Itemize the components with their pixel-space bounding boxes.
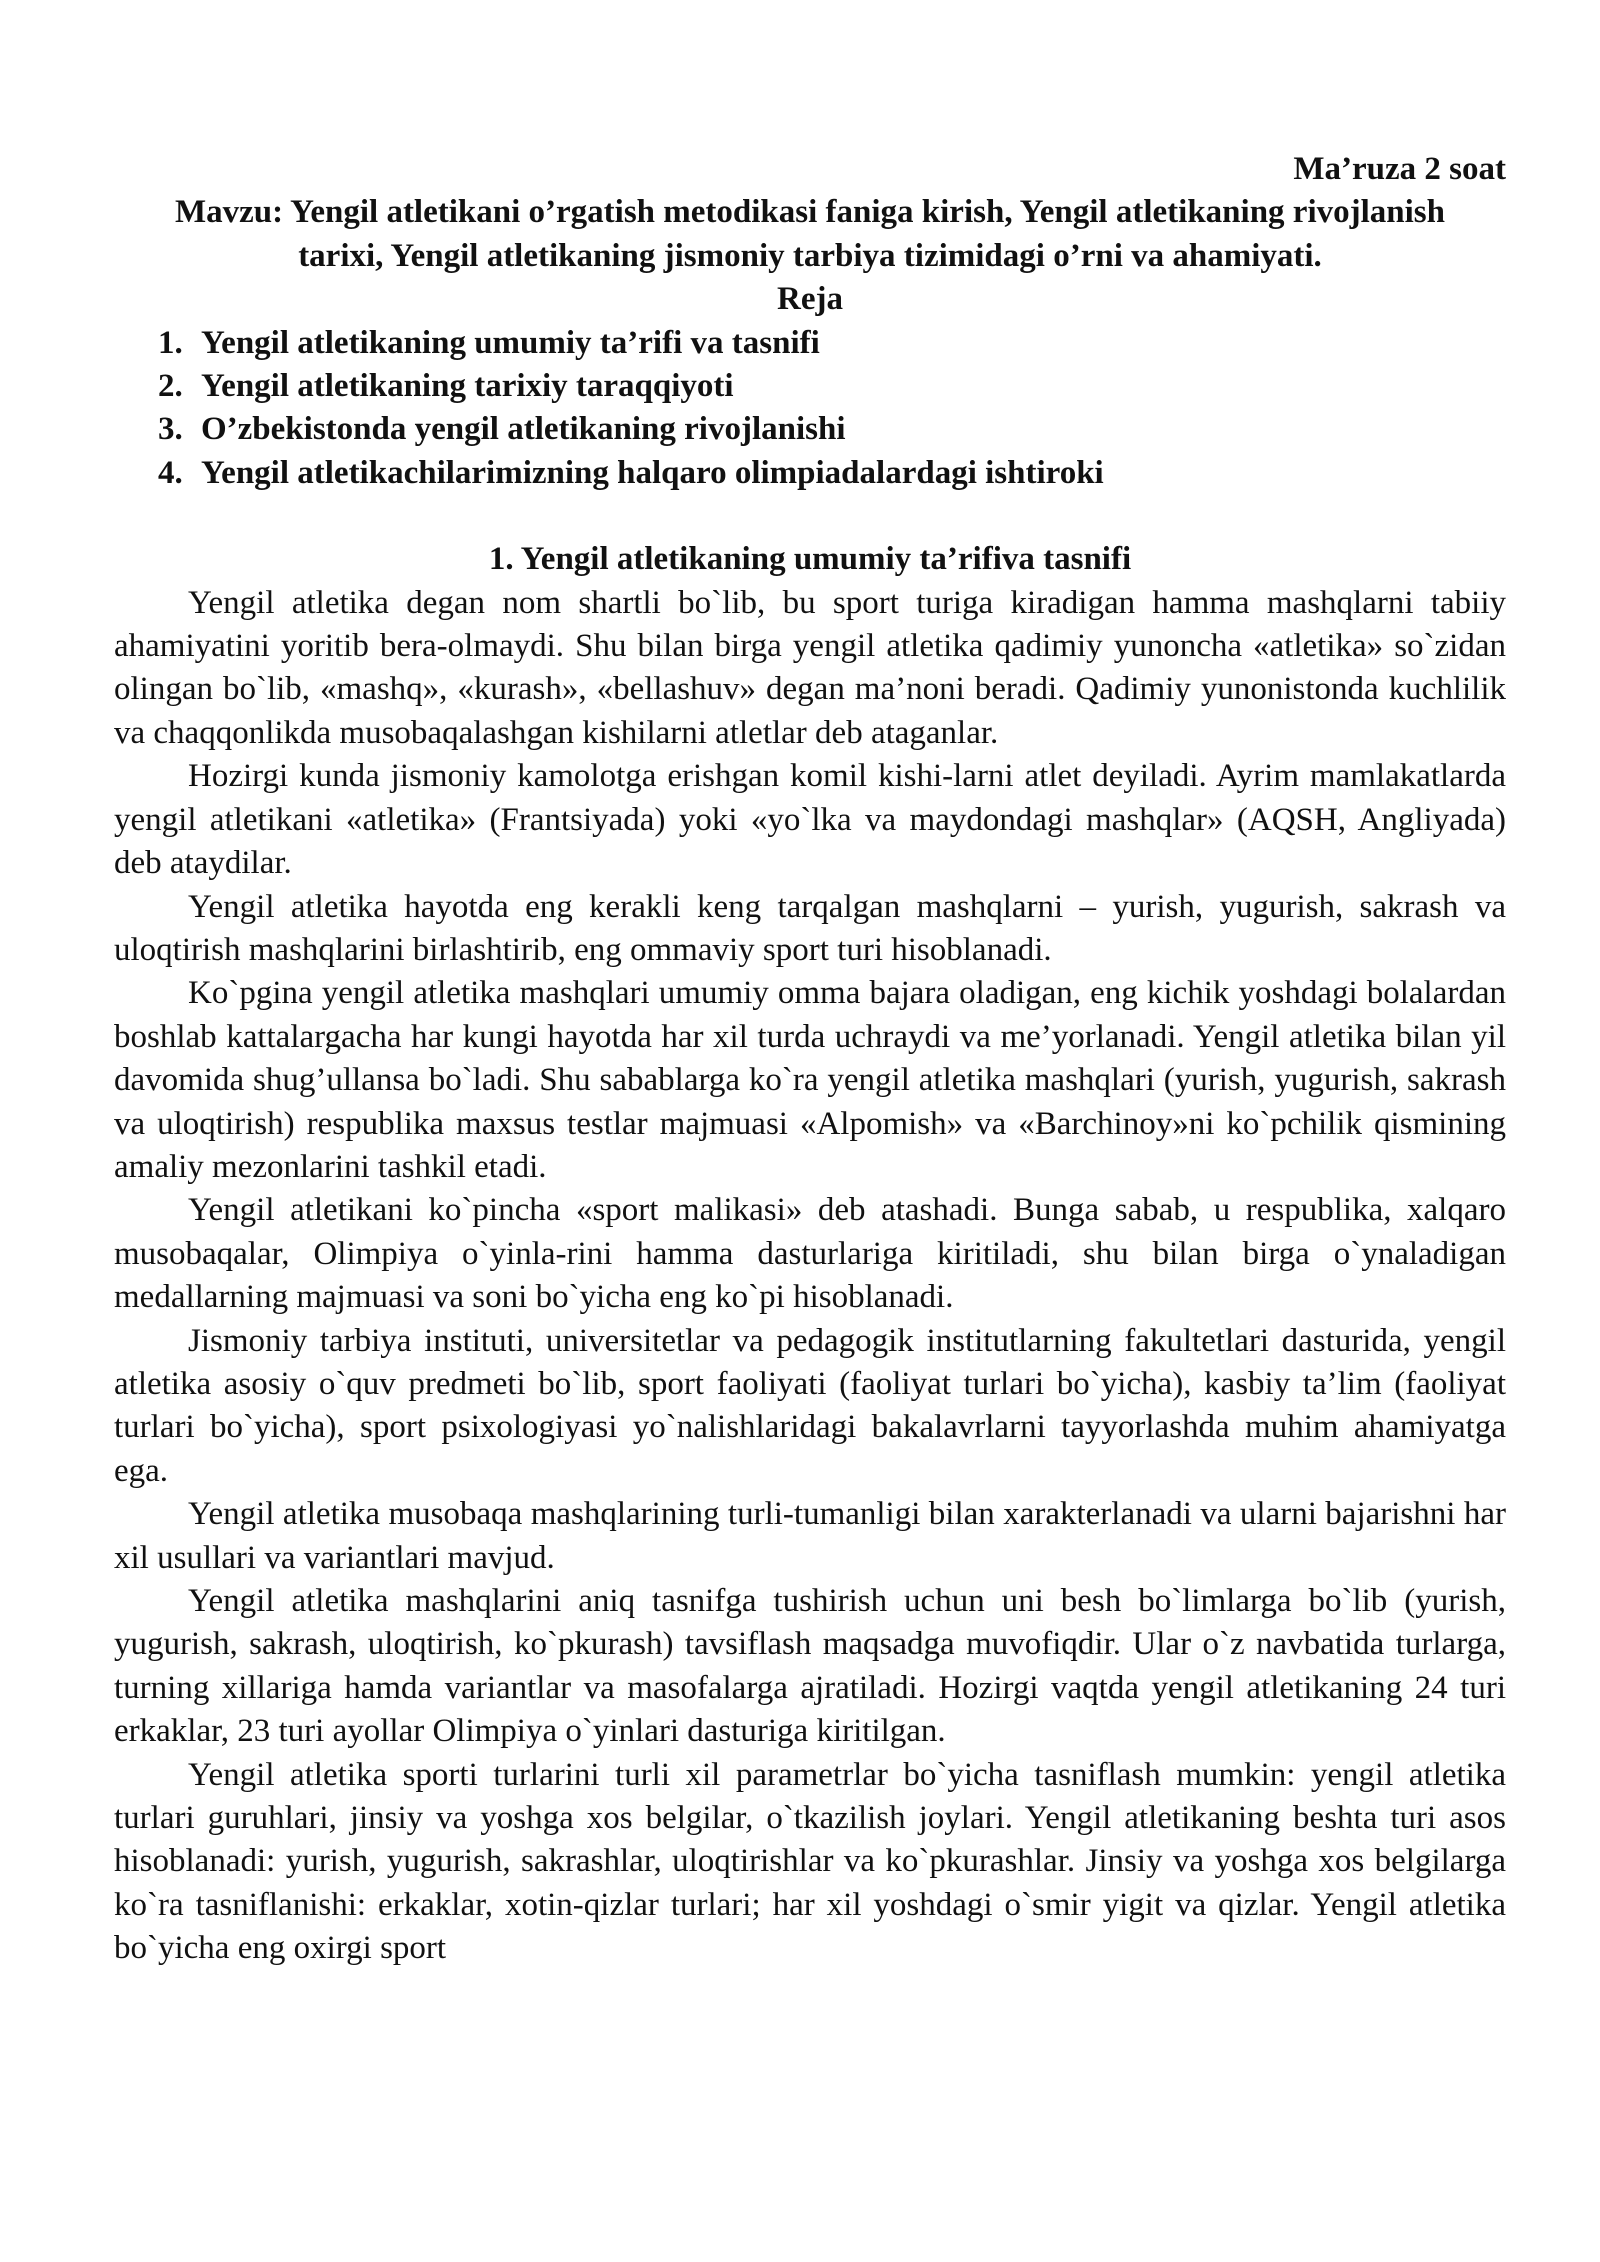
plan-item-number: 4. <box>158 454 183 491</box>
body-paragraph: Yengil atletika hayotda eng kerakli keng tarqalgan mashqlarni – yurish, yugurish, sakrash va uloqtirish mashqlarini birlashtirib, eng ommaviy sport turi hisoblanadi. <box>114 888 1506 968</box>
plan-item-text: Yengil atletikaning umumiy ta’rifi va tasnifi <box>201 324 820 361</box>
body-paragraph: Jismoniy tarbiya instituti, universitetlar va pedagogik institutlarning fakultetlari dasturida, yengil atletika asosiy o`quv predmeti bo`lib, sport faoliyati (faoliyat turlari bo`yicha), kasbiy ta’lim (faoliyat turlari bo`yicha), sport psixologiyasi yo`nalishlaridagi bakalavrlarni tayyorlashda muhim ahamiyatga ega. <box>114 1322 1506 1489</box>
plan-item-number: 2. <box>158 368 183 405</box>
document-page <box>114 148 1506 1971</box>
body-paragraph: Yengil atletika degan nom shartli bo`lib, bu sport turiga kiradigan hamma mashqlarni tabiiy ahamiyatini yoritib bera-olmaydi. Shu bilan birga yengil atletika qadimiy yunoncha «atletika» so`zidan olingan bo`lib, «mashq», «kurash», «bellashuv» degan ma’noni beradi. Qadimiy yunonistonda kuchlilik va chaqqonlikda musobaqalashgan kishilarni atletlar deb ataganlar. <box>114 584 1506 751</box>
plan-title: Reja <box>777 281 843 318</box>
plan-item-text: O’zbekistonda yengil atletikaning rivojlanishi <box>201 411 846 448</box>
section-title: 1. Yengil atletikaning umumiy ta’rifiva tasnifi <box>488 541 1132 578</box>
plan-list <box>114 322 1506 496</box>
plan-item-text: Yengil atletikaning tarixiy taraqqiyoti <box>201 368 734 405</box>
plan-item <box>158 365 1506 408</box>
body-paragraph: Yengil atletika mashqlarini aniq tasnifga tushirish uchun uni besh bo`limlarga bo`lib (yurish, yugurish, sakrash, uloqtirish, ko`pkurash) tavsiflash maqsadga muvofiqdir. Ular o`z navbatida turlarga, turning xillariga hamda variantlar va masofalarga ajratiladi. Hozirgi vaqtda yengil atletikaning 24 turi erkaklar, 23 turi ayollar Olimpiya o`yinlari dasturiga kiritilgan. <box>114 1583 1506 1750</box>
body-paragraph: Yengil atletikani ko`pincha «sport malikasi» deb atashadi. Bunga sabab, u respublika, xalqaro musobaqalar, Olimpiya o`yinla-rini hamma dasturlariga kiritiladi, shu bilan birga o`ynaladigan medallarning majmuasi va soni bo`yicha eng ko`pi hisoblanadi. <box>114 1192 1506 1316</box>
body-paragraph: Hozirgi kunda jismoniy kamolotga erishgan komil kishi-larni atlet deyiladi. Ayrim mamlakatlarda yengil atletikani «atletika» (Frantsiyada) yoki «yo`lka va maydondagi mashqlar» (AQSH, Angliyada) deb ataydilar. <box>114 758 1506 882</box>
plan-item <box>158 322 1506 365</box>
plan-item-text: Yengil atletikachilarimizning halqaro olimpiadalardagi ishtiroki <box>201 454 1104 491</box>
body-paragraph: Yengil atletika sporti turlarini turli xil parametrlar bo`yicha tasniflash mumkin: yengil atletika turlari guruhlari, jinsiy va yoshga xos belgilar, o`tkazilish joylari. Yengil atletikaning beshta turi asos hisoblanadi: yurish, yugurish, sakrashlar, uloqtirishlar va ko`pkurashlar. Jinsiy va yoshga xos belgilarga ko`ra tasniflanishi: erkaklar, xotin-qizlar turlari; har xil yoshdagi o`smir yigit va qizlar. Yengil atletika bo`yicha eng oxirgi sport <box>114 1756 1506 1967</box>
body-paragraph: Ko`pgina yengil atletika mashqlari umumiy omma bajara oladigan, eng kichik yoshdagi bolalardan boshlab kattalargacha har kungi hayotda har xil turda uchraydi va me’yorlanadi. Yengil atletika bilan yil davomida shug’ullansa bo`ladi. Shu sabablarga ko`ra yengil atletika mashqlari (yurish, yugurish, sakrash va uloqtirish) respublika maxsus testlar majmuasi «Alpomish» va «Barchinoy»ni ko`pchilik qismining amaliy mezonlarini tashkil etadi. <box>114 975 1506 1185</box>
lecture-topic: Mavzu: Yengil atletikani o’rgatish metodikasi faniga kirish, Yengil atletikaning rivojlanish tarixi, Yengil atletikaning jismoniy tarbiya tizimidagi o’rni va ahamiyati. <box>175 194 1445 274</box>
body-paragraph: Yengil atletika musobaqa mashqlarining turli-tumanligi bilan xarakterlanadi va ularni bajarishni har xil usullari va variantlari mavjud. <box>114 1496 1506 1576</box>
lecture-hours: Ma’ruza 2 soat <box>1293 151 1506 187</box>
plan-item <box>158 408 1506 451</box>
plan-item-number: 1. <box>158 324 183 361</box>
plan-item <box>158 452 1506 495</box>
plan-item-number: 3. <box>158 411 183 448</box>
